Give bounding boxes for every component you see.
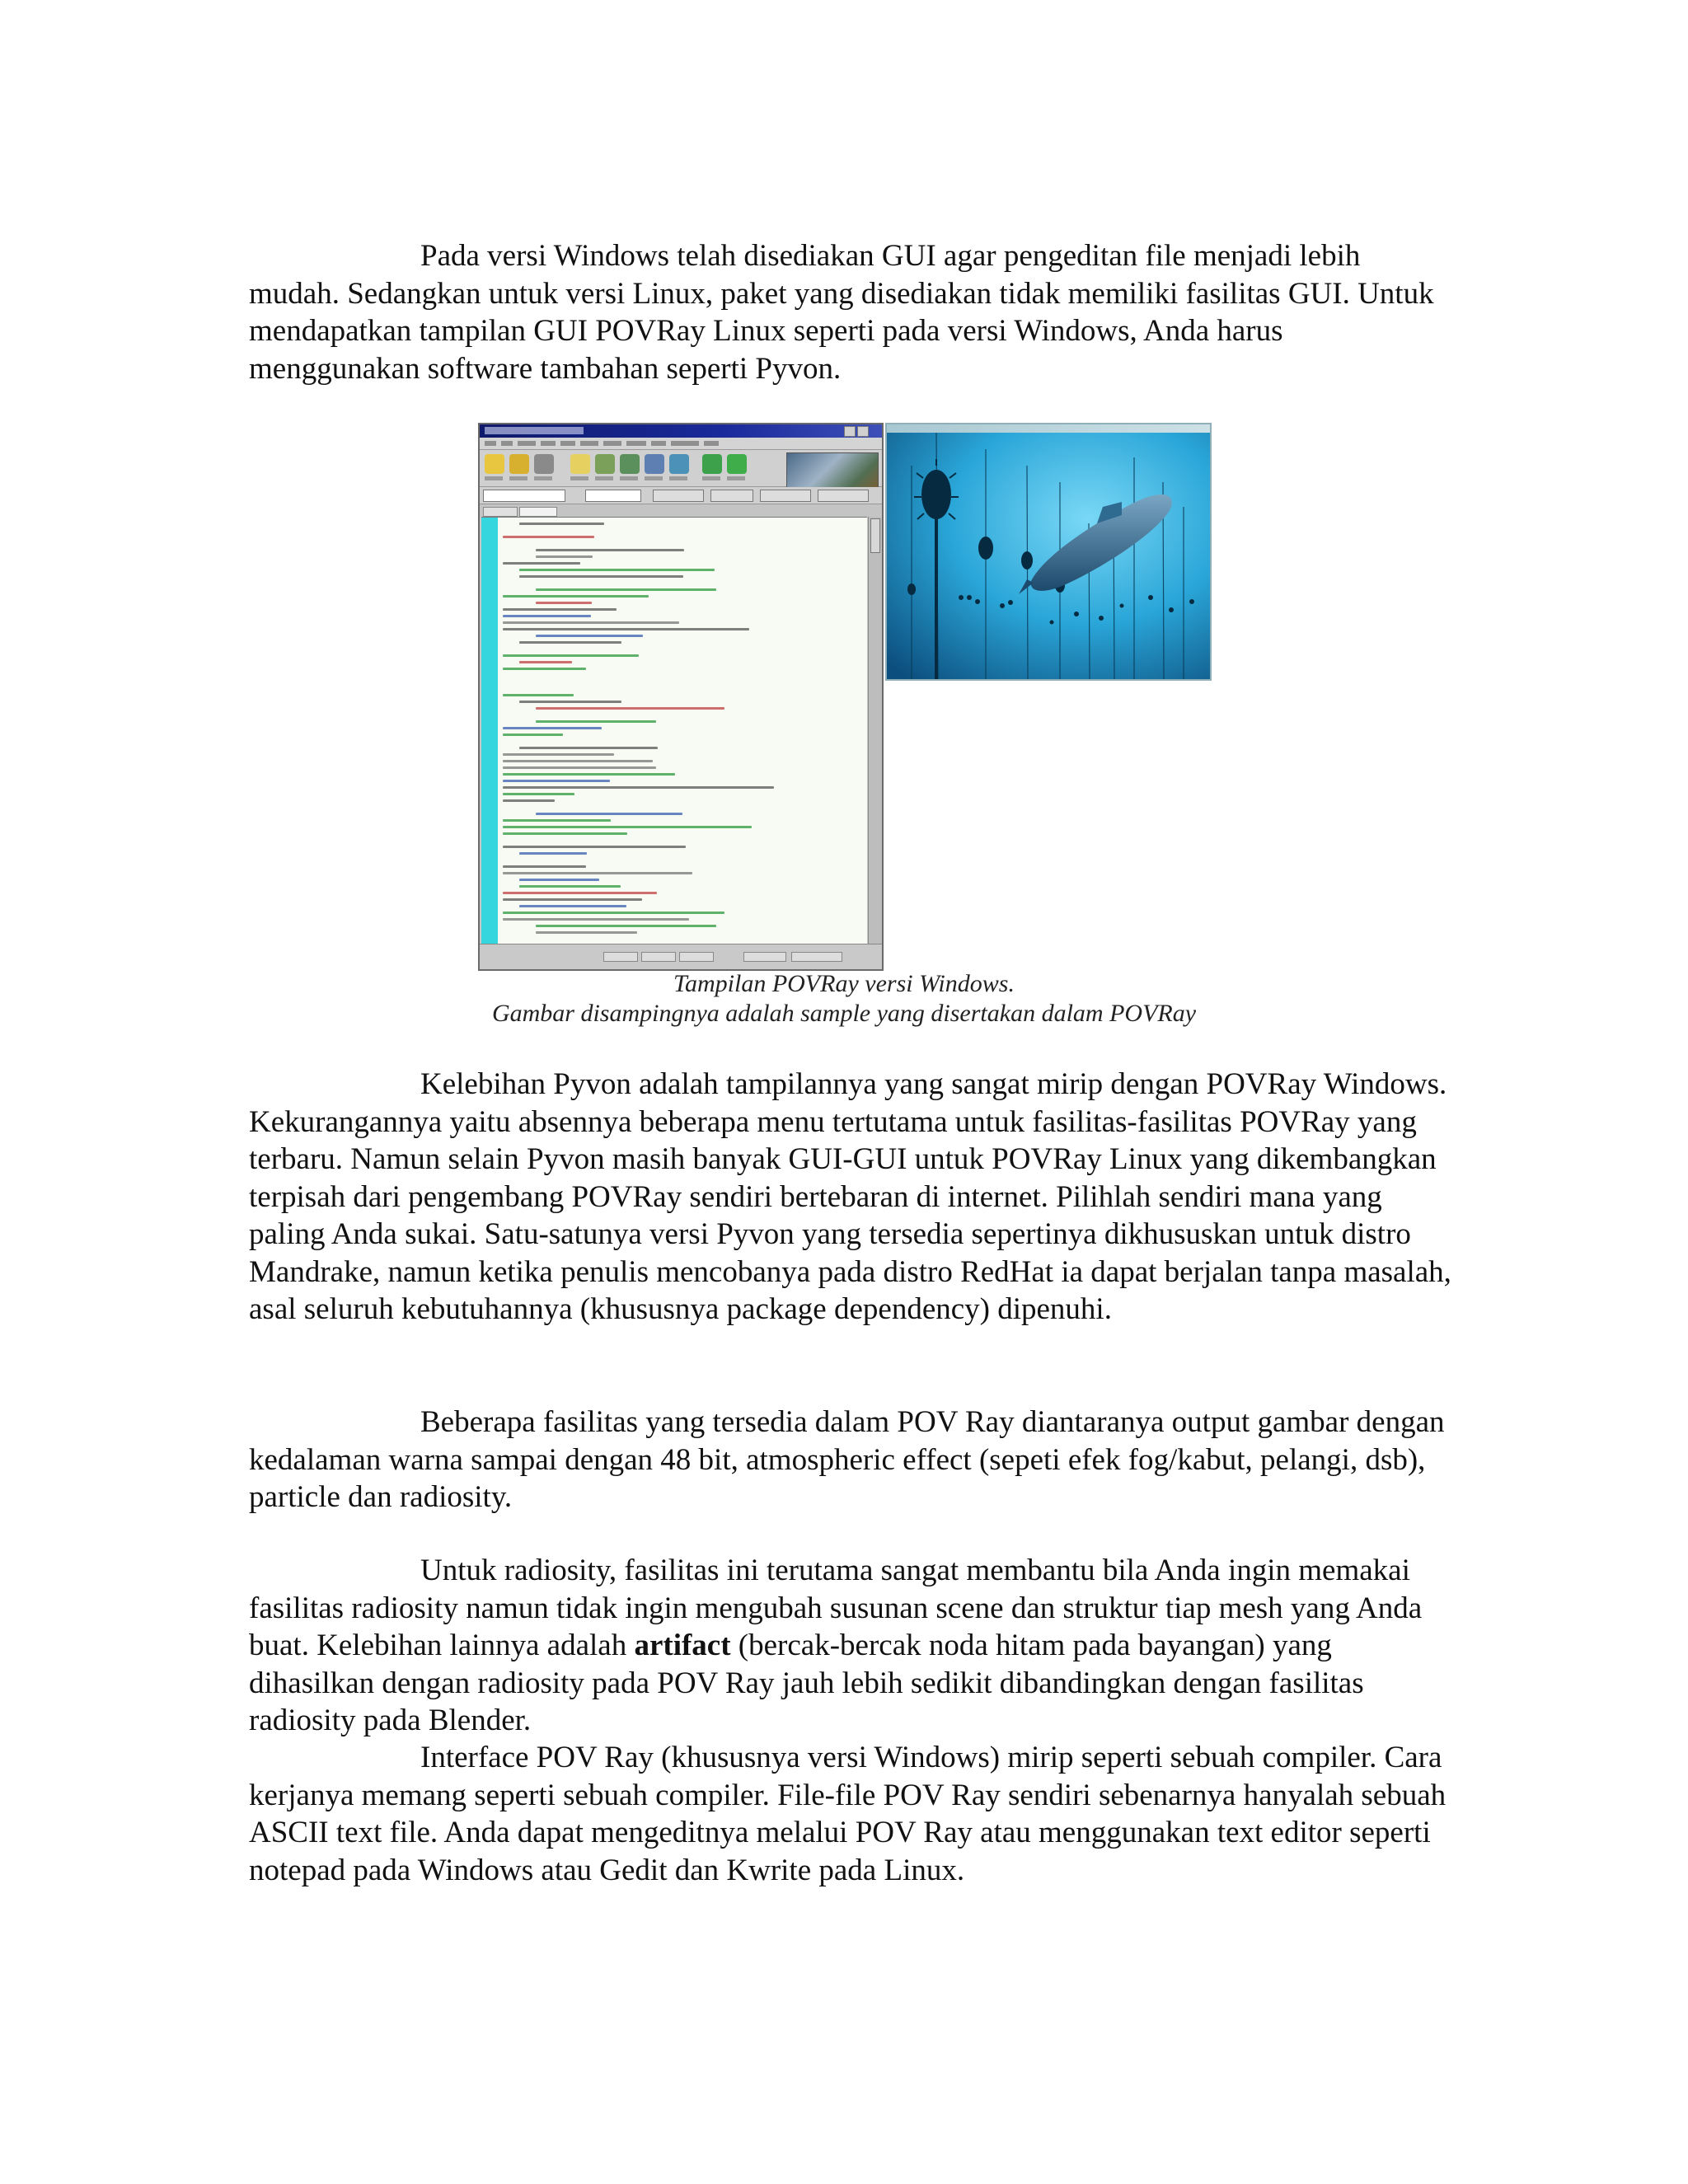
code-line	[503, 819, 611, 822]
povray-editor-window	[478, 423, 884, 971]
figure-caption-line1: Tampilan POVRay versi Windows.	[673, 970, 1015, 997]
window-titlebar	[480, 424, 882, 438]
save-icon	[534, 454, 554, 474]
figure-caption-line2: Gambar disampingnya adalah sample yang disertakan dalam POVRay	[491, 1000, 1197, 1027]
code-line	[503, 780, 610, 782]
close-icon	[857, 426, 869, 437]
paragraph-windows-gui: Pada versi Windows telah disediakan GUI agar pengeditan file menjadi lebih mudah. Sedangkan untuk versi Linux, paket yang disediakan tidak memiliki fasilitas GUI. Untuk mendapatkan tampilan GUI POVRay Linux seperti pada versi Windows, Anda harus menggunakan software tambahan seperti Pyvon.	[249, 239, 1434, 386]
queue-icon	[570, 454, 590, 474]
tool-icon	[669, 454, 689, 474]
code-line	[519, 575, 683, 578]
code-line	[519, 523, 604, 525]
povray-screenshot-figure	[478, 423, 1212, 971]
code-line	[503, 799, 555, 802]
new-file-icon	[485, 454, 504, 474]
code-line	[536, 720, 656, 723]
code-line	[503, 562, 580, 565]
code-line	[503, 892, 657, 894]
code-line	[519, 569, 715, 571]
code-line	[519, 641, 621, 644]
code-line	[503, 621, 679, 624]
paragraph-pyvon: Kelebihan Pyvon adalah tampilannya yang sangat mirip dengan POVRay Windows. Kekurangannya yaitu absennya beberapa menu tertutama untuk fasilitas-fasilitas POVRay yang terbaru. Namun selain Pyvon masih banyak GUI-GUI untuk POVRay Linux yang dikembangkan terpisah dari pengembang POVRay sendiri bertebaran di internet. Pilihlah sendiri mana yang paling Anda sukai. Satu-satunya versi Pyvon yang tersedia sepertinya dikhususkan untuk distro Mandrake, namun ketika penulis mencobanya pada distro RedHat ia dapat berjalan tanpa masalah, asal seluruh kebutuhannya (khususnya package dependency) dipenuhi.	[249, 1067, 1451, 1326]
stop-icon	[727, 454, 747, 474]
code-line	[503, 793, 574, 795]
code-line	[503, 615, 591, 617]
code-line	[503, 918, 689, 921]
code-line	[503, 654, 639, 657]
paragraph-features: Beberapa fasilitas yang tersedia dalam POV Ray diantaranya output gambar dengan kedalaman warna sampai dengan 48 bit, atmospheric effect (sepeti efek fog/kabut, pelangi, dsb), particle dan radiosity.	[249, 1405, 1445, 1514]
code-line	[503, 727, 602, 729]
run-icon	[702, 454, 722, 474]
code-line	[519, 879, 599, 881]
code-line	[503, 865, 586, 868]
radiosity-text-start: Untuk radiosity, fasilitas ini terutama sangat membantu bila Anda ingin memakai fasilitas radiosity namun tidak ingin mengubah susunan scene dan struktur tiap mesh yang Anda buat. Kelebihan lainnya adalah	[249, 1554, 1423, 1662]
code-line	[503, 694, 574, 696]
code-line	[503, 595, 649, 598]
tool-icon	[645, 454, 664, 474]
editor-gutter	[481, 518, 498, 944]
artifact-term: artifact	[634, 1629, 731, 1662]
minimize-icon	[844, 426, 856, 437]
code-line	[519, 852, 587, 855]
code-line	[536, 635, 643, 637]
code-line	[503, 760, 653, 762]
code-line	[536, 588, 716, 591]
underwater-scene	[887, 433, 1210, 679]
paragraph-interface: Interface POV Ray (khususnya versi Windows) mirip seperti sebuah compiler. Cara kerjanya memang seperti sebuah compiler. File-file POV Ray sendiri sebenarnya hanyalah sebuah ASCII text file. Anda dapat mengeditnya melalui POV Ray atau menggunakan text editor seperti notepad pada Windows atau Gedit dan Kwrite pada Linux.	[249, 1741, 1447, 1887]
code-editor	[481, 517, 867, 944]
paragraph-radiosity	[249, 1552, 1452, 1740]
code-line	[503, 733, 563, 736]
code-line	[503, 898, 642, 901]
code-line	[536, 555, 593, 558]
code-line	[536, 925, 716, 927]
window-toolbar	[480, 450, 882, 487]
code-line	[519, 747, 658, 749]
code-line	[536, 602, 592, 604]
code-line	[536, 549, 684, 551]
editor-tabs	[480, 504, 882, 518]
code-line	[519, 885, 621, 888]
code-line	[503, 832, 627, 835]
code-line	[519, 701, 621, 703]
code-line	[503, 536, 594, 538]
render-icon	[620, 454, 640, 474]
render-options-bar	[480, 487, 882, 504]
window-menubar	[480, 438, 882, 450]
code-line	[503, 912, 724, 914]
code-line	[503, 773, 675, 776]
code-line	[503, 872, 692, 874]
code-line	[503, 608, 617, 611]
code-line	[503, 753, 614, 756]
code-line	[503, 766, 656, 769]
rerun-icon	[595, 454, 615, 474]
radiosity-text-end: (bercak-bercak noda hitam pada bayangan) yang dihasilkan dengan radiosity pada POV Ray jauh lebih sedikit dibandingkan dengan fasilitas radiosity pada Blender.	[249, 1629, 1364, 1737]
code-line	[503, 786, 774, 789]
code-line	[503, 628, 749, 630]
code-line	[503, 668, 586, 670]
code-line	[536, 931, 637, 934]
rendered-sample-image	[885, 423, 1212, 681]
ini-field	[585, 490, 641, 502]
code-line	[503, 846, 686, 848]
code-line	[519, 905, 626, 907]
code-line	[503, 826, 752, 828]
code-line	[536, 813, 682, 815]
code-line	[519, 661, 572, 663]
window-statusbar	[480, 944, 882, 969]
resolution-select	[483, 490, 565, 502]
editor-scrollbar	[868, 517, 882, 944]
open-file-icon	[509, 454, 529, 474]
code-line	[536, 707, 724, 710]
